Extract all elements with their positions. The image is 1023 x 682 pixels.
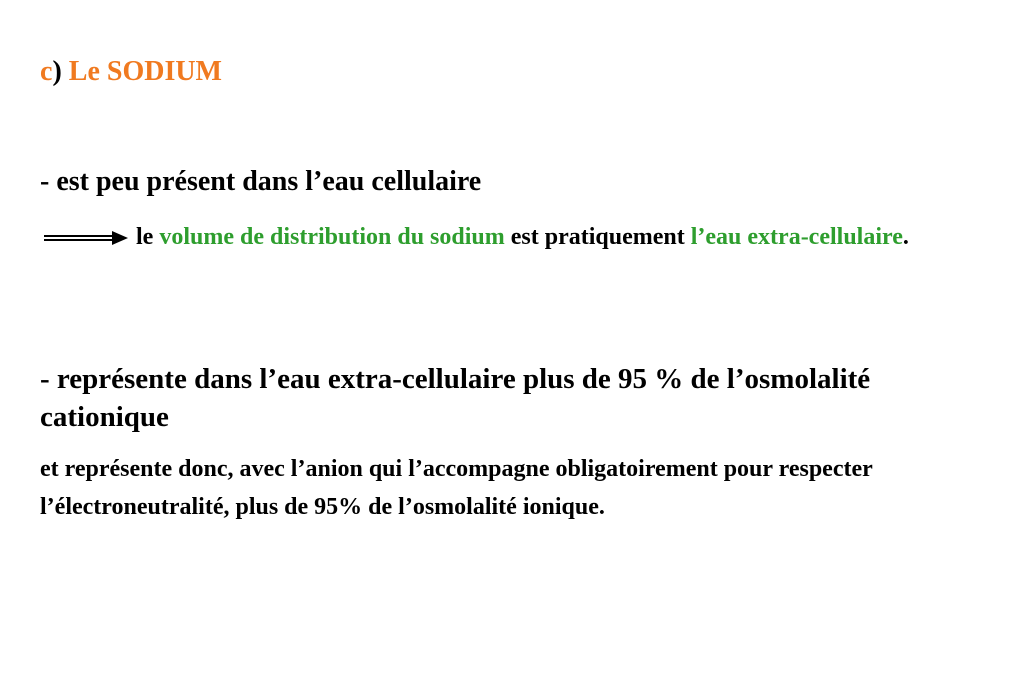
- arrow-period: .: [902, 224, 909, 250]
- paragraph-electroneutrality: et représente donc, avec l’anion qui l’accompagne obligatoirement pour respecter l’électroneutralité, plus de 95% de l’osmolalité ionique.: [40, 456, 873, 520]
- bullet-cellular-water: - est peu présent dans l’eau cellulaire: [40, 166, 482, 197]
- title-text: Le SODIUM: [61, 56, 222, 87]
- right-arrow-icon: [40, 231, 130, 245]
- section-title: [40, 54, 222, 90]
- extracellular-water-text: l’eau extra-cellulaire: [690, 224, 903, 250]
- arrow-statement: [40, 218, 1000, 256]
- arrow-est-text: est pratiquement: [504, 224, 691, 250]
- title-prefix: c: [40, 56, 53, 87]
- arrow-le: le: [136, 224, 160, 250]
- title-paren: ): [52, 56, 62, 87]
- volume-distribution-text: volume de distribution du sodium: [159, 224, 505, 250]
- bullet-osmolality-cationic: - représente dans l’eau extra-cellulaire plus de 95 % de l’osmolalité cationique: [40, 363, 871, 433]
